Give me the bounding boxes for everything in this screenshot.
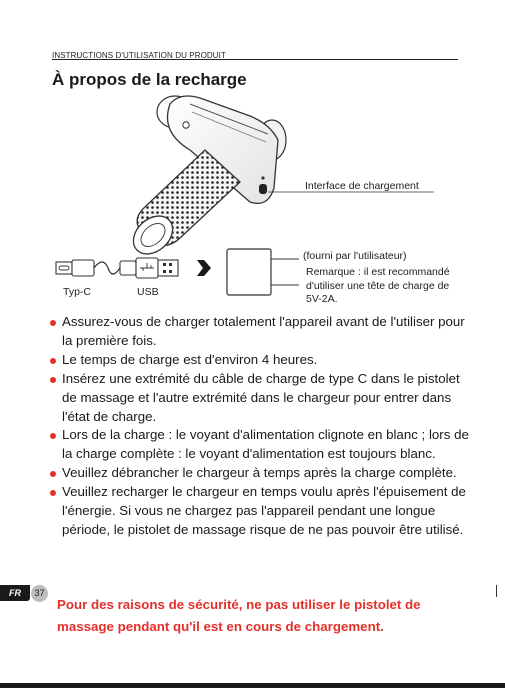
massage-gun-image	[126, 96, 286, 262]
typec-label: Typ-C	[63, 286, 92, 298]
safety-warning: Pour des raisons de sécurité, ne pas utiliser le pistolet de massage pendant qu'il est en cours de chargement.	[57, 597, 421, 634]
instruction-list	[50, 313, 470, 540]
bullet-icon	[50, 433, 56, 439]
list-item: Insérez une extrémité du câble de charge de type C dans le pistolet de massage et l'autre extrémité dans le chargeur pour entrer dans l'état de charge.	[50, 370, 470, 427]
bullet-icon	[50, 320, 56, 326]
list-item: Lors de la charge : le voyant d'alimentation clignote en blanc ; lors de la charge complète : le voyant d'alimentation est toujours blanc.	[50, 426, 470, 464]
section-title: À propos de la recharge	[52, 70, 247, 89]
adapter-label: (fourni par l'utilisateur)	[303, 250, 407, 262]
charger-adapter-image	[227, 249, 299, 295]
bullet-icon	[50, 358, 56, 364]
list-item: Veuillez recharger le chargeur en temps voulu après l'épuisement de l'énergie. Si vous ne chargez pas l'appareil pendant une longue période, le pistolet de massage risque de ne pas pouvoir être utilisé.	[50, 483, 470, 540]
bottom-rule	[0, 683, 505, 688]
running-header: INSTRUCTIONS D'UTILISATION DU PRODUIT	[52, 51, 226, 60]
list-item: Veuillez débrancher le chargeur à temps après la charge complète.	[50, 464, 470, 483]
bullet-icon	[50, 471, 56, 477]
list-item: Le temps de charge est d'environ 4 heures.	[50, 351, 470, 370]
language-tab: FR	[0, 585, 30, 601]
page-number: 37	[31, 585, 48, 602]
remark-text: Remarque : il est recommandé d'utiliser une tête de charge de 5V-2A.	[306, 266, 450, 305]
charging-cable-image	[56, 258, 178, 278]
arrow-right-icon	[197, 260, 211, 276]
list-item: Assurez-vous de charger totalement l'appareil avant de l'utiliser pour la première fois.	[50, 313, 470, 351]
margin-mark	[496, 585, 497, 597]
usb-label: USB	[137, 286, 159, 298]
port-label: Interface de chargement	[305, 180, 419, 192]
bullet-icon	[50, 490, 56, 496]
bullet-icon	[50, 377, 56, 383]
